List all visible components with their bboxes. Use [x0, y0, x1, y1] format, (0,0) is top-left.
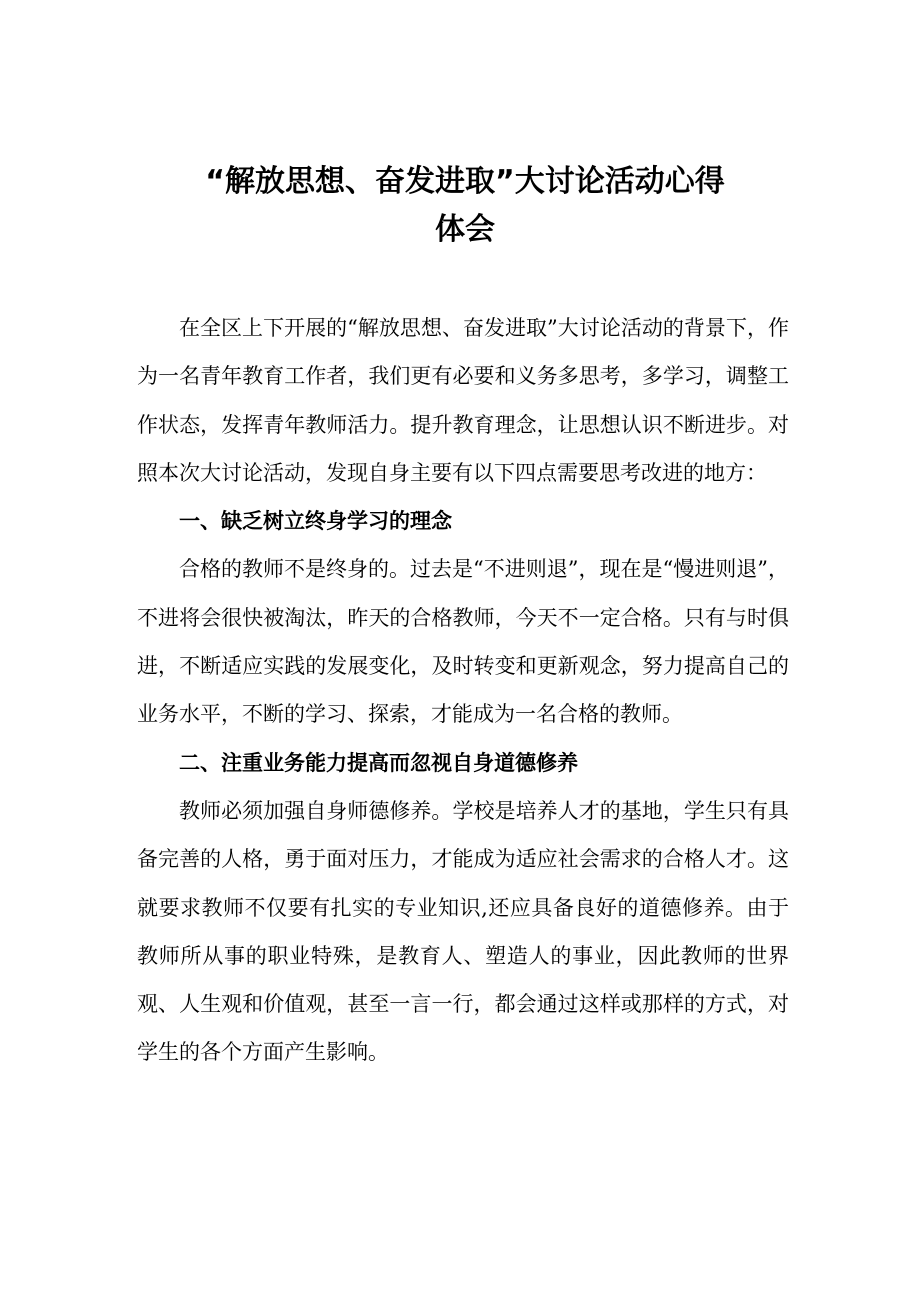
section-2-heading: 二、注重业务能力提高而忽视自身道德修养: [179, 750, 578, 775]
title-line-1: “解放思想、奋发进取”大讨论活动心得: [205, 164, 725, 199]
section-1-heading: 一、缺乏树立终身学习的理念: [179, 509, 452, 534]
section-2-paragraph: 教师必须加强自身师德修养。学校是培养人才的基地，学生只有具备完善的人格，勇于面对压力，才能成为适应社会需求的合格人才。这就要求教师不仅要有扎实的专业知识,还应具备良好的道德修养。由于教师所从事的职业特殊，是教育人、塑造人的事业，因此教师的世界观、人生观和价值观，甚至一言一行，都会通过这样或那样的方式，对学生的各个方面产生影响。: [137, 798, 789, 1065]
section-1-paragraph: 合格的教师不是终身的。过去是“不进则退”，现在是“慢进则退”，不进将会很快被淘汰，昨天的合格教师，今天不一定合格。只有与时俱进，不断适应实践的发展变化，及时转变和更新观念，努力提高自己的业务水平，不断的学习、探索，才能成为一名合格的教师。: [137, 557, 789, 727]
intro-paragraph: 在全区上下开展的“解放思想、奋发进取”大讨论活动的背景下，作为一名青年教育工作者，我们更有必要和义务多思考，多学习，调整工作状态，发挥青年教师活力。提升教育理念，让思想认识不断进步。对照本次大讨论活动，发现自身主要有以下四点需要思考改进的地方：: [137, 316, 789, 485]
document-title: [140, 158, 790, 254]
title-line-2: 体会: [435, 212, 495, 247]
document-body: [137, 304, 789, 1077]
